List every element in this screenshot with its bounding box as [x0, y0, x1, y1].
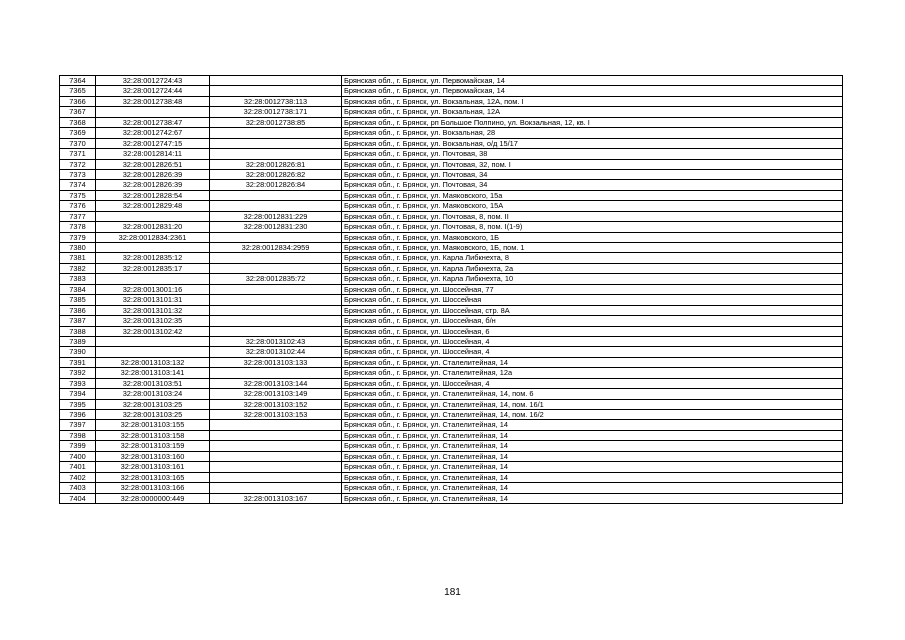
row-number-cell: 7392 [60, 368, 96, 378]
registry-table-body [60, 76, 843, 504]
row-number-cell: 7373 [60, 169, 96, 179]
row-number-cell: 7391 [60, 357, 96, 367]
table-row [60, 159, 843, 169]
table-row [60, 76, 843, 86]
row-number-cell: 7365 [60, 86, 96, 96]
table-row [60, 451, 843, 461]
table-row [60, 263, 843, 273]
address-cell: Брянская обл., г. Брянск, ул. Вокзальная, 12А [342, 107, 843, 117]
object-cadastral-number-cell [210, 86, 342, 96]
row-number-cell: 7364 [60, 76, 96, 86]
object-cadastral-number-cell [210, 483, 342, 493]
object-cadastral-number-cell [210, 76, 342, 86]
land-cadastral-number-cell: 32:28:0012835:12 [96, 253, 210, 263]
land-cadastral-number-cell [96, 274, 210, 284]
row-number-cell: 7398 [60, 430, 96, 440]
land-cadastral-number-cell: 32:28:0013103:155 [96, 420, 210, 430]
row-number-cell: 7382 [60, 263, 96, 273]
row-number-cell: 7372 [60, 159, 96, 169]
table-row [60, 326, 843, 336]
object-cadastral-number-cell [210, 420, 342, 430]
row-number-cell: 7402 [60, 472, 96, 482]
table-row [60, 399, 843, 409]
table-row [60, 483, 843, 493]
object-cadastral-number-cell: 32:28:0013103:133 [210, 357, 342, 367]
object-cadastral-number-cell: 32:28:0012738:85 [210, 117, 342, 127]
land-cadastral-number-cell: 32:28:0012747:15 [96, 138, 210, 148]
row-number-cell: 7399 [60, 441, 96, 451]
address-cell: Брянская обл., г. Брянск, ул. Сталелитейная, 14 [342, 483, 843, 493]
object-cadastral-number-cell: 32:28:0012738:171 [210, 107, 342, 117]
object-cadastral-number-cell [210, 451, 342, 461]
land-cadastral-number-cell: 32:28:0013103:132 [96, 357, 210, 367]
row-number-cell: 7376 [60, 201, 96, 211]
address-cell: Брянская обл., г. Брянск, ул. Почтовая, 8, пом. II [342, 211, 843, 221]
table-row [60, 138, 843, 148]
address-cell: Брянская обл., г. Брянск, ул. Шоссейная, б/н [342, 316, 843, 326]
land-cadastral-number-cell: 32:28:0013101:31 [96, 295, 210, 305]
land-cadastral-number-cell: 32:28:0012738:47 [96, 117, 210, 127]
land-cadastral-number-cell: 32:28:0013001:16 [96, 284, 210, 294]
row-number-cell: 7366 [60, 96, 96, 106]
land-cadastral-number-cell: 32:28:0012826:39 [96, 169, 210, 179]
address-cell: Брянская обл., г. Брянск, ул. Сталелитейная, 14 [342, 472, 843, 482]
land-cadastral-number-cell: 32:28:0012834:2361 [96, 232, 210, 242]
land-cadastral-number-cell: 32:28:0013103:25 [96, 399, 210, 409]
land-cadastral-number-cell: 32:28:0012742:67 [96, 128, 210, 138]
row-number-cell: 7403 [60, 483, 96, 493]
table-row [60, 180, 843, 190]
address-cell: Брянская обл., г. Брянск, ул. Шоссейная, 6 [342, 326, 843, 336]
row-number-cell: 7389 [60, 336, 96, 346]
table-row [60, 201, 843, 211]
object-cadastral-number-cell [210, 253, 342, 263]
land-cadastral-number-cell: 32:28:0013103:24 [96, 389, 210, 399]
land-cadastral-number-cell: 32:28:0012828:54 [96, 190, 210, 200]
object-cadastral-number-cell [210, 316, 342, 326]
object-cadastral-number-cell: 32:28:0012831:229 [210, 211, 342, 221]
address-cell: Брянская обл., г. Брянск, ул. Сталелитейная, 14 [342, 493, 843, 503]
table-row [60, 305, 843, 315]
land-cadastral-number-cell: 32:28:0012829:48 [96, 201, 210, 211]
land-cadastral-number-cell [96, 211, 210, 221]
table-row [60, 107, 843, 117]
land-cadastral-number-cell: 32:28:0013103:161 [96, 462, 210, 472]
table-row [60, 316, 843, 326]
land-cadastral-number-cell [96, 107, 210, 117]
land-cadastral-number-cell: 32:28:0013103:165 [96, 472, 210, 482]
object-cadastral-number-cell: 32:28:0012835:72 [210, 274, 342, 284]
object-cadastral-number-cell: 32:28:0013103:152 [210, 399, 342, 409]
row-number-cell: 7384 [60, 284, 96, 294]
address-cell: Брянская обл., г. Брянск, ул. Карла Либкнехта, 2а [342, 263, 843, 273]
object-cadastral-number-cell: 32:28:0013103:144 [210, 378, 342, 388]
table-row [60, 117, 843, 127]
address-cell: Брянская обл., г. Брянск, ул. Сталелитейная, 14 [342, 451, 843, 461]
land-cadastral-number-cell: 32:28:0013101:32 [96, 305, 210, 315]
land-cadastral-number-cell: 32:28:0013103:159 [96, 441, 210, 451]
row-number-cell: 7383 [60, 274, 96, 284]
table-row [60, 169, 843, 179]
object-cadastral-number-cell [210, 190, 342, 200]
land-cadastral-number-cell: 32:28:0012738:48 [96, 96, 210, 106]
land-cadastral-number-cell: 32:28:0013103:141 [96, 368, 210, 378]
address-cell: Брянская обл., г. Брянск, ул. Сталелитейная, 14 [342, 430, 843, 440]
table-row [60, 295, 843, 305]
address-cell: Брянская обл., г. Брянск, ул. Шоссейная, 4 [342, 336, 843, 346]
address-cell: Брянская обл., г. Брянск, ул. Сталелитейная, 14 [342, 441, 843, 451]
table-row [60, 243, 843, 253]
object-cadastral-number-cell [210, 128, 342, 138]
page-number: 181 [444, 587, 461, 598]
object-cadastral-number-cell [210, 472, 342, 482]
row-number-cell: 7390 [60, 347, 96, 357]
registry-table [59, 75, 843, 504]
address-cell: Брянская обл., г. Брянск, ул. Сталелитейная, 14, пом. 16/2 [342, 410, 843, 420]
land-cadastral-number-cell: 32:28:0013103:25 [96, 410, 210, 420]
object-cadastral-number-cell: 32:28:0013103:153 [210, 410, 342, 420]
address-cell: Брянская обл., г. Брянск, ул. Вокзальная, 12А, пом. I [342, 96, 843, 106]
object-cadastral-number-cell [210, 284, 342, 294]
object-cadastral-number-cell: 32:28:0013103:167 [210, 493, 342, 503]
row-number-cell: 7380 [60, 243, 96, 253]
address-cell: Брянская обл., г. Брянск, ул. Шоссейная [342, 295, 843, 305]
land-cadastral-number-cell: 32:28:0012724:43 [96, 76, 210, 86]
table-row [60, 357, 843, 367]
table-row [60, 222, 843, 232]
table-row [60, 149, 843, 159]
land-cadastral-number-cell: 32:28:0013103:166 [96, 483, 210, 493]
address-cell: Брянская обл., г. Брянск, ул. Сталелитейная, 14, пом. 6 [342, 389, 843, 399]
table-row [60, 211, 843, 221]
table-row [60, 410, 843, 420]
address-cell: Брянская обл., г. Брянск, ул. Почтовая, 38 [342, 149, 843, 159]
land-cadastral-number-cell: 32:28:0000000:449 [96, 493, 210, 503]
object-cadastral-number-cell [210, 263, 342, 273]
address-cell: Брянская обл., г. Брянск, ул. Маяковского, 15а [342, 190, 843, 200]
address-cell: Брянская обл., г. Брянск, ул. Шоссейная, стр. 8А [342, 305, 843, 315]
row-number-cell: 7378 [60, 222, 96, 232]
row-number-cell: 7377 [60, 211, 96, 221]
address-cell: Брянская обл., г. Брянск, ул. Маяковского, 1Б [342, 232, 843, 242]
row-number-cell: 7393 [60, 378, 96, 388]
address-cell: Брянская обл., г. Брянск, ул. Маяковского, 1Б, пом. 1 [342, 243, 843, 253]
address-cell: Брянская обл., г. Брянск, ул. Сталелитейная, 12а [342, 368, 843, 378]
address-cell: Брянская обл., г. Брянск, ул. Маяковского, 15А [342, 201, 843, 211]
address-cell: Брянская обл., г. Брянск, ул. Сталелитейная, 14, пом. 16/1 [342, 399, 843, 409]
table-row [60, 420, 843, 430]
object-cadastral-number-cell [210, 326, 342, 336]
address-cell: Брянская обл., г. Брянск, ул. Сталелитейная, 14 [342, 420, 843, 430]
address-cell: Брянская обл., г. Брянск, ул. Карла Либкнехта, 10 [342, 274, 843, 284]
land-cadastral-number-cell: 32:28:0013102:35 [96, 316, 210, 326]
row-number-cell: 7395 [60, 399, 96, 409]
table-row [60, 378, 843, 388]
row-number-cell: 7374 [60, 180, 96, 190]
table-row [60, 441, 843, 451]
object-cadastral-number-cell [210, 368, 342, 378]
address-cell: Брянская обл., г. Брянск, ул. Сталелитейная, 14 [342, 357, 843, 367]
object-cadastral-number-cell: 32:28:0012826:82 [210, 169, 342, 179]
object-cadastral-number-cell: 32:28:0012834:2959 [210, 243, 342, 253]
object-cadastral-number-cell: 32:28:0012738:113 [210, 96, 342, 106]
table-row [60, 232, 843, 242]
row-number-cell: 7401 [60, 462, 96, 472]
object-cadastral-number-cell: 32:28:0013102:43 [210, 336, 342, 346]
row-number-cell: 7397 [60, 420, 96, 430]
table-row [60, 336, 843, 346]
land-cadastral-number-cell: 32:28:0012826:51 [96, 159, 210, 169]
land-cadastral-number-cell: 32:28:0013103:51 [96, 378, 210, 388]
row-number-cell: 7375 [60, 190, 96, 200]
land-cadastral-number-cell [96, 336, 210, 346]
address-cell: Брянская обл., г. Брянск, рп Большое Полпино, ул. Вокзальная, 12, кв. I [342, 117, 843, 127]
row-number-cell: 7386 [60, 305, 96, 315]
table-row [60, 368, 843, 378]
address-cell: Брянская обл., г. Брянск, ул. Первомайская, 14 [342, 86, 843, 96]
object-cadastral-number-cell: 32:28:0012826:81 [210, 159, 342, 169]
row-number-cell: 7367 [60, 107, 96, 117]
object-cadastral-number-cell: 32:28:0013103:149 [210, 389, 342, 399]
land-cadastral-number-cell [96, 243, 210, 253]
table-row [60, 253, 843, 263]
address-cell: Брянская обл., г. Брянск, ул. Первомайская, 14 [342, 76, 843, 86]
object-cadastral-number-cell: 32:28:0013102:44 [210, 347, 342, 357]
table-row [60, 493, 843, 503]
row-number-cell: 7387 [60, 316, 96, 326]
land-cadastral-number-cell: 32:28:0012724:44 [96, 86, 210, 96]
object-cadastral-number-cell [210, 462, 342, 472]
address-cell: Брянская обл., г. Брянск, ул. Почтовая, 34 [342, 180, 843, 190]
land-cadastral-number-cell: 32:28:0013103:160 [96, 451, 210, 461]
table-row [60, 472, 843, 482]
row-number-cell: 7368 [60, 117, 96, 127]
land-cadastral-number-cell: 32:28:0012831:20 [96, 222, 210, 232]
row-number-cell: 7371 [60, 149, 96, 159]
land-cadastral-number-cell: 32:28:0013102:42 [96, 326, 210, 336]
table-row [60, 96, 843, 106]
row-number-cell: 7400 [60, 451, 96, 461]
land-cadastral-number-cell: 32:28:0013103:158 [96, 430, 210, 440]
object-cadastral-number-cell: 32:28:0012826:84 [210, 180, 342, 190]
land-cadastral-number-cell [96, 347, 210, 357]
object-cadastral-number-cell [210, 232, 342, 242]
table-row [60, 462, 843, 472]
row-number-cell: 7369 [60, 128, 96, 138]
table-row [60, 128, 843, 138]
row-number-cell: 7379 [60, 232, 96, 242]
table-row [60, 190, 843, 200]
table-row [60, 430, 843, 440]
row-number-cell: 7404 [60, 493, 96, 503]
table-row [60, 347, 843, 357]
table-row [60, 284, 843, 294]
object-cadastral-number-cell: 32:28:0012831:230 [210, 222, 342, 232]
address-cell: Брянская обл., г. Брянск, ул. Вокзальная, 28 [342, 128, 843, 138]
row-number-cell: 7381 [60, 253, 96, 263]
row-number-cell: 7396 [60, 410, 96, 420]
address-cell: Брянская обл., г. Брянск, ул. Почтовая, 34 [342, 169, 843, 179]
table-row [60, 86, 843, 96]
land-cadastral-number-cell: 32:28:0012826:39 [96, 180, 210, 190]
address-cell: Брянская обл., г. Брянск, ул. Почтовая, 8, пом. I(1-9) [342, 222, 843, 232]
row-number-cell: 7394 [60, 389, 96, 399]
land-cadastral-number-cell: 32:28:0012814:11 [96, 149, 210, 159]
table-row [60, 389, 843, 399]
object-cadastral-number-cell [210, 201, 342, 211]
address-cell: Брянская обл., г. Брянск, ул. Шоссейная, 4 [342, 347, 843, 357]
address-cell: Брянская обл., г. Брянск, ул. Вокзальная, о/д 15/17 [342, 138, 843, 148]
address-cell: Брянская обл., г. Брянск, ул. Сталелитейная, 14 [342, 462, 843, 472]
object-cadastral-number-cell [210, 138, 342, 148]
object-cadastral-number-cell [210, 430, 342, 440]
address-cell: Брянская обл., г. Брянск, ул. Почтовая, 32, пом. I [342, 159, 843, 169]
table-row [60, 274, 843, 284]
address-cell: Брянская обл., г. Брянск, ул. Шоссейная, 77 [342, 284, 843, 294]
object-cadastral-number-cell [210, 441, 342, 451]
address-cell: Брянская обл., г. Брянск, ул. Шоссейная, 4 [342, 378, 843, 388]
object-cadastral-number-cell [210, 295, 342, 305]
row-number-cell: 7370 [60, 138, 96, 148]
row-number-cell: 7385 [60, 295, 96, 305]
land-cadastral-number-cell: 32:28:0012835:17 [96, 263, 210, 273]
object-cadastral-number-cell [210, 149, 342, 159]
object-cadastral-number-cell [210, 305, 342, 315]
address-cell: Брянская обл., г. Брянск, ул. Карла Либкнехта, 8 [342, 253, 843, 263]
row-number-cell: 7388 [60, 326, 96, 336]
